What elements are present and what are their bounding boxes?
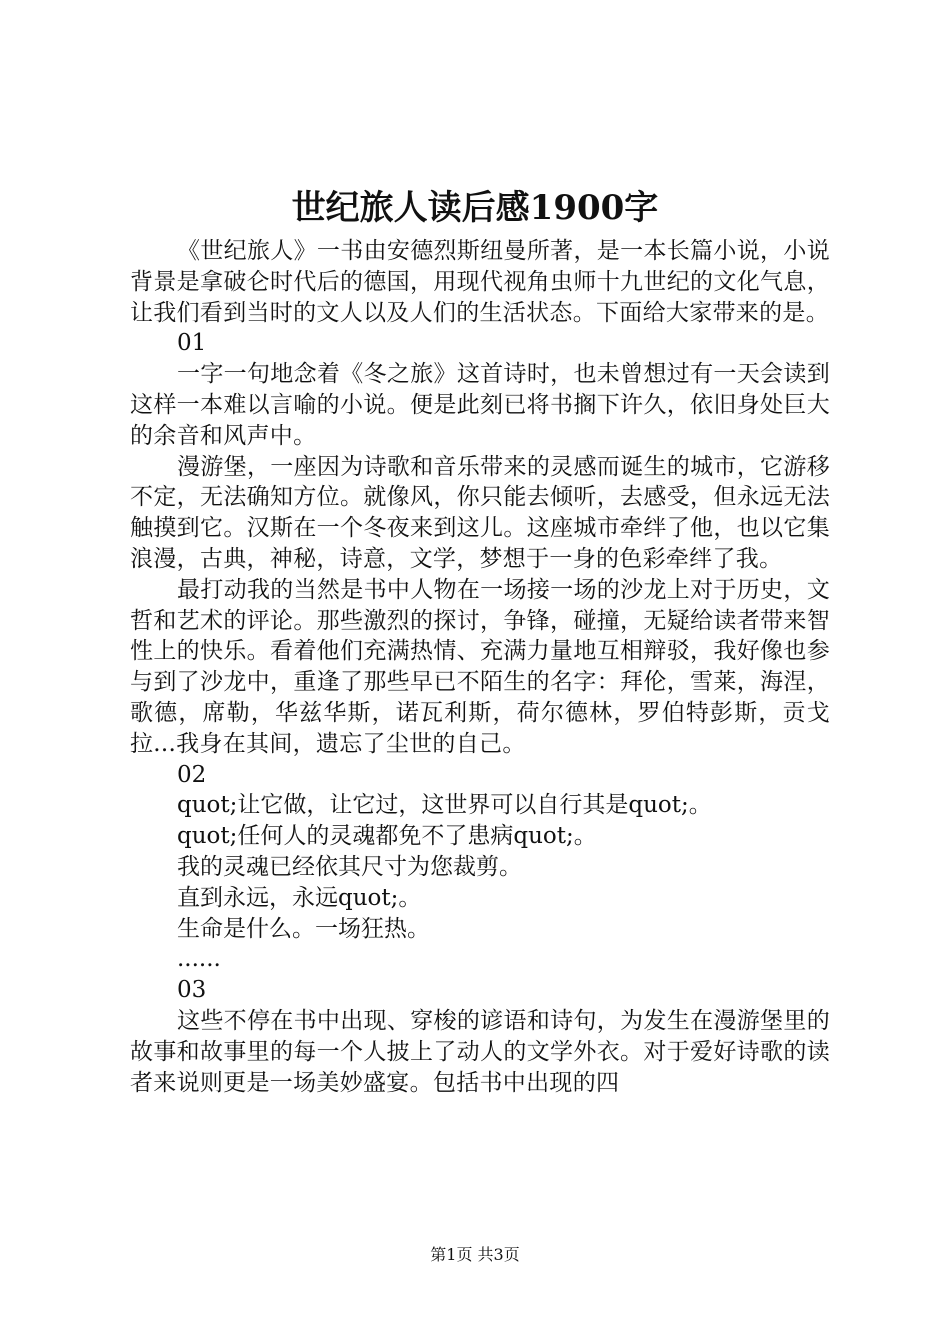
ellipsis-line: ...... bbox=[177, 946, 221, 973]
section1-paragraph: 最打动我的当然是书中人物在一场接一场的沙龙上对于历史，文哲和艺术的评论。那些激烈的探讨，争锋，碰撞，无疑给读者带来智性上的快乐。看着他们充满热情、充满力量地互相辩驳，我好像也参与到了沙龙中，重逢了那些早已不陌生的名字：拜伦，雪莱，海涅，歌德，席勒，华兹华斯，诺瓦利斯，荷尔德林，罗伯特彭斯，贡戈拉...我身在其间，遗忘了尘世的自己。 bbox=[130, 576, 830, 757]
section-number-3: 03 bbox=[177, 977, 207, 1004]
quote-line: 我的灵魂已经依其尺寸为您裁剪。 bbox=[177, 853, 522, 880]
document-body bbox=[130, 236, 830, 1098]
intro-paragraph: 《世纪旅人》一书由安德烈斯纽曼所著，是一本长篇小说，小说背景是拿破仑时代后的德国，用现代视角虫师十九世纪的文化气息，让我们看到当时的文人以及人们的生活状态。下面给大家带来的是。 bbox=[130, 238, 830, 326]
section-number-1: 01 bbox=[177, 330, 207, 357]
page-footer: 第1页 共3页 bbox=[430, 1245, 520, 1264]
quote-line: quot;任何人的灵魂都免不了患病quot;。 bbox=[177, 823, 597, 850]
section3-paragraph: 这些不停在书中出现、穿梭的谚语和诗句，为发生在漫游堡里的故事和故事里的每一个人披上了动人的文学外衣。对于爱好诗歌的读者来说则更是一场美妙盛宴。包括书中出现的四 bbox=[130, 1007, 830, 1096]
section1-paragraph: 漫游堡，一座因为诗歌和音乐带来的灵感而诞生的城市，它游移不定，无法确知方位。就像风，你只能去倾听，去感受，但永远无法触摸到它。汉斯在一个冬夜来到这儿。这座城市牵绊了他，也以它集浪漫，古典，神秘，诗意，文学，梦想于一身的色彩牵绊了我。 bbox=[130, 453, 830, 572]
quote-line: quot;让它做，让它过，这世界可以自行其是quot;。 bbox=[177, 792, 712, 819]
section-number-2: 02 bbox=[177, 761, 207, 788]
document-title: 世纪旅人读后感1900字 bbox=[291, 188, 659, 228]
section1-paragraph: 一字一句地念着《冬之旅》这首诗时，也未曾想过有一天会读到这样一本难以言喻的小说。便是此刻已将书搁下许久，依旧身处巨大的余音和风声中。 bbox=[130, 361, 830, 449]
quote-line: 直到永远，永远quot;。 bbox=[177, 884, 422, 911]
quote-line: 生命是什么。一场狂热。 bbox=[177, 915, 430, 942]
